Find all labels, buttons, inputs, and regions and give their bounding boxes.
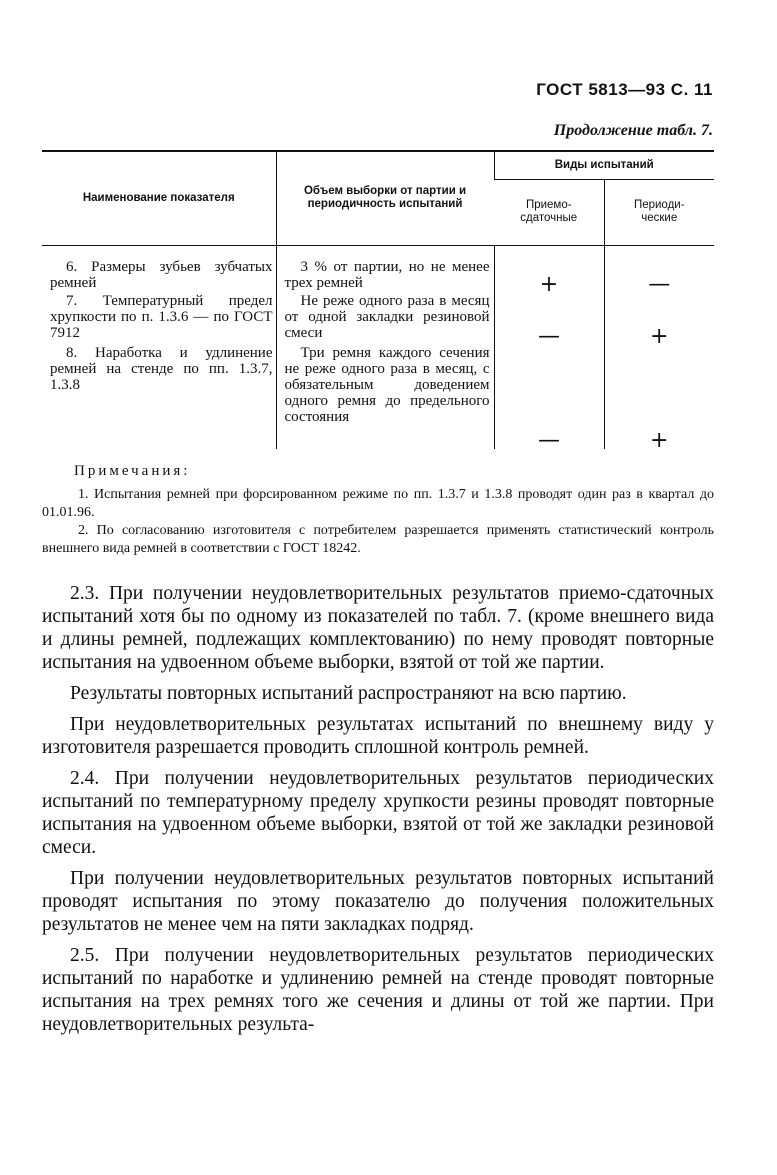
row-periodic-mark: — [604, 259, 714, 293]
header-indicator-name: Наименование показателя [42, 151, 276, 245]
note-item: 2. По согласованию изготовителя с потребителем разрешается применять статистический контроль внешнего вида ремней в соответствии с ГОСТ 18242. [42, 523, 714, 556]
paragraph: При получении неудовлетворительных результатов повторных испытаний проводят испытания по этому показателю до получения положительных результатов не менее чем на пяти закладках подряд. [42, 868, 714, 935]
table-notes [42, 462, 714, 558]
body-text [42, 582, 714, 1044]
paragraph: 2.3. При получении неудовлетворительных результатов приемо-сдаточных испытаний хотя бы по одному из показателей по табл. 7. (кроме внешнего вида и длины ремней, подлежащих комплектованию) по нему проводят повторные испытания на удвоенном объеме выборки, взятой от той же партии. [42, 583, 714, 673]
table-row [42, 259, 714, 293]
row-name: 6. Размеры зубьев зубчатых ремней [50, 259, 273, 291]
table-row [42, 293, 714, 345]
note-item: 1. Испытания ремней при форсированном режиме по пп. 1.3.7 и 1.3.8 проводят один раз в квартал до 01.01.96. [42, 487, 714, 520]
row-acceptance-mark: — [494, 345, 604, 449]
paragraph: 2.4. При получении неудовлетворительных результатов периодических испытаний по температурному пределу хрупкости резины проводят повторные испытания на удвоенном объеме выборки, взятой от той же закладки резиновой смеси. [42, 768, 714, 858]
tests-table [42, 150, 714, 453]
header-acceptance: Приемо-сдаточные [494, 179, 604, 245]
page-header: ГОСТ 5813—93 С. 11 [536, 80, 713, 99]
row-acceptance-mark: + [494, 259, 604, 293]
paragraph: Результаты повторных испытаний распространяют на всю партию. [70, 683, 627, 704]
notes-title: Примечания: [74, 463, 191, 479]
header-periodic: Периоди-ческие [604, 179, 714, 245]
row-sample: Не реже одного раза в месяц от одной закладки резиновой смеси [284, 293, 490, 341]
row-acceptance-mark: — [494, 293, 604, 345]
table-row [42, 345, 714, 449]
paragraph: 2.5. При получении неудовлетворительных результатов периодических испытаний по наработке и удлинению ремней на стенде проводят повторные испытания на трех ремнях того же сечения и длины от той же партии. При неудовлетворительных результа- [42, 945, 714, 1035]
row-periodic-mark: + [604, 293, 714, 345]
row-sample: 3 % от партии, но не менее трех ремней [284, 259, 490, 291]
row-name: 8. Наработка и удлинение ремней на стенде по пп. 1.3.7, 1.3.8 [50, 345, 273, 393]
row-sample: Три ремня каждого сечения не реже одного раза в месяц, с обязательным доведением одного ремня до предельного состояния [284, 345, 490, 425]
row-periodic-mark: + [604, 345, 714, 449]
header-sample-size: Объем выборки от партии и периодичность испытаний [276, 151, 494, 245]
table-continuation-label: Продолжение табл. 7. [553, 122, 713, 139]
paragraph: При неудовлетворительных результатах испытаний по внешнему виду у изготовителя разрешается проводить сплошной контроль ремней. [42, 714, 714, 758]
row-name: 7. Температурный предел хрупкости по п. 1.3.6 — по ГОСТ 7912 [50, 293, 273, 341]
header-test-kinds: Виды испытаний [494, 151, 714, 179]
